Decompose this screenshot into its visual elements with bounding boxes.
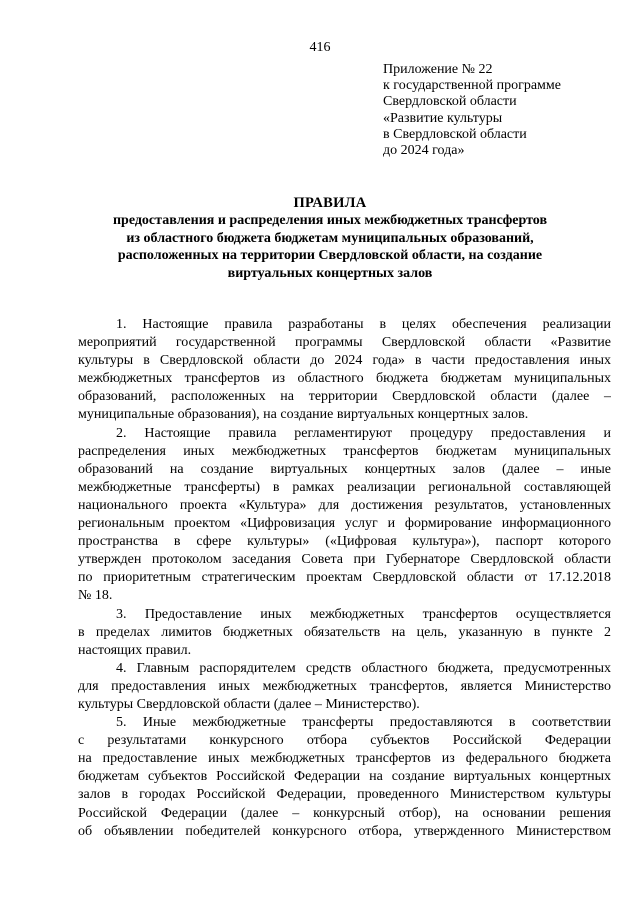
text-line: с результатами конкурсного отбора субъектов Российской Федерации (78, 733, 611, 749)
text-line: настоящих правил. (78, 642, 192, 658)
annex-line: Приложение № 22 (383, 62, 493, 77)
text-line: 4. Главным распорядителем средств областного бюджета, предусмотренных (116, 660, 611, 676)
annex-line: до 2024 года» (383, 143, 465, 159)
document-title (80, 194, 580, 282)
title-line: виртуальных концертных залов (227, 265, 433, 281)
text-line: национального проекта «Культура» для достижения результатов, установленных (78, 497, 611, 513)
annex-line: Свердловской области (383, 94, 517, 110)
text-line: об объявлении победителей конкурсного отбора, утвержденного Министерством (78, 823, 611, 839)
text-line: межбюджетные трансферты) в рамках реализации региональной составляющей (78, 479, 611, 495)
text-line: по приоритетным стратегическим проектам Свердловской области от 17.12.2018 (78, 570, 611, 586)
text-line: 5. Иные межбюджетные трансферты предоставляются в соответствии (116, 715, 611, 731)
text-line: культуры в Свердловской области до 2024 года» в части предоставления иных (78, 353, 611, 369)
paragraph-2 (78, 425, 611, 606)
title-line: из областного бюджета бюджетам муниципальных образований, (126, 230, 534, 246)
text-line: образований, расположенных на территории Свердловской области (далее – (78, 389, 611, 405)
text-line: муниципальные образования), на создание виртуальных концертных залов. (78, 407, 529, 423)
text-line: 1. Настоящие правила разработаны в целях обеспечения реализации (116, 317, 611, 332)
text-line: межбюджетных трансфертов из областного бюджета бюджетам муниципальных (78, 371, 611, 387)
text-line: утвержден протоколом заседания Совета при Губернаторе Свердловской области (78, 552, 611, 568)
paragraph-5 (78, 714, 611, 841)
text-line: региональным проектом «Цифровизация услуг и формирование информационного (78, 516, 611, 532)
text-line: образований на создание виртуальных концертных залов (далее – иные (78, 461, 611, 477)
text-line: для предоставления иных межбюджетных трансфертов, является Министерство (78, 678, 611, 694)
text-line: в пределах лимитов бюджетных обязательств на цель, указанную в пункте 2 (78, 624, 611, 640)
title-line: предоставления и распределения иных межбюджетных трансфертов (112, 213, 548, 228)
text-line: бюджетам субъектов Российской Федерации на создание виртуальных концертных (78, 769, 611, 785)
annex-line: в Свердловской области (383, 126, 527, 142)
text-line: залов в городах Российской Федерации, проведенного Министерством культуры (78, 787, 611, 803)
text-line: на предоставление иных межбюджетных трансфертов из федерального бюджета (78, 751, 611, 767)
text-line: № 18. (78, 588, 113, 604)
text-line: 3. Предоставление иных межбюджетных трансфертов осуществляется (116, 606, 611, 622)
text-line: мероприятий государственной программы Свердловской области «Развитие (78, 335, 611, 351)
paragraph-3 (78, 606, 611, 660)
annex-line: «Развитие культуры (383, 110, 503, 126)
text-line: культуры Свердловской области (далее – Министерство). (78, 696, 420, 712)
title-line: расположенных на территории Свердловской области, на создание (117, 248, 543, 263)
text-line: пространства в сфере культуры» («Цифровая культура»), паспорт которого (78, 534, 611, 550)
text-line: Российской Федерации (далее – конкурсный отбор), на основании решения (78, 805, 611, 821)
annex-header (383, 62, 623, 159)
annex-line: к государственной программе (383, 78, 561, 94)
document-body (78, 316, 611, 841)
text-line: 2. Настоящие правила регламентируют процедуру предоставления и (116, 425, 611, 441)
title-main: ПРАВИЛА (293, 195, 367, 211)
paragraph-1 (78, 316, 611, 425)
paragraph-4 (78, 660, 611, 714)
page-number: 416 (309, 40, 331, 55)
text-line: распределения иных межбюджетных трансфертов бюджетам муниципальных (78, 443, 611, 459)
